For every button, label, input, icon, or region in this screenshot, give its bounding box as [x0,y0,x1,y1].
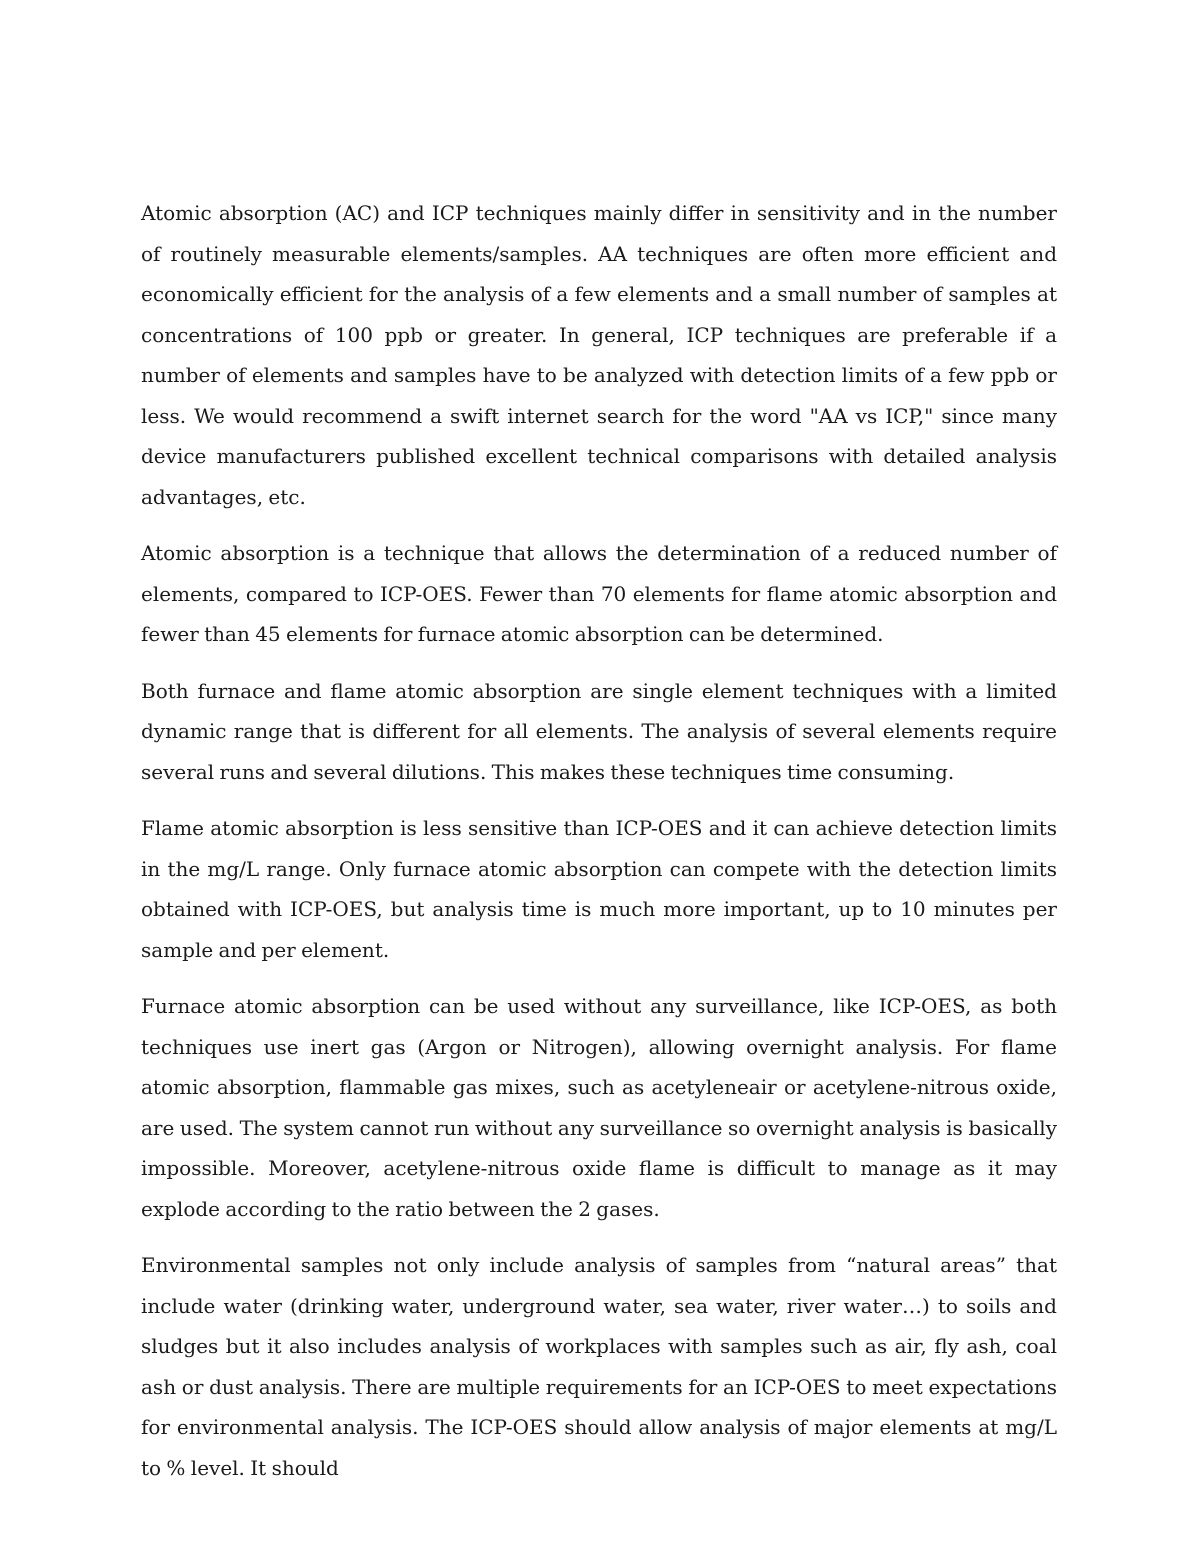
paragraph-single-element-techniques: Both furnace and flame atomic absorption are single element techniques with a limited dynamic range that is different for all elements. The analysis of several elements require several runs and several dilutions. This makes these techniques time consuming. [141,678,1057,784]
document-body [141,193,1057,1488]
paragraph-surveillance: Furnace atomic absorption can be used without any surveillance, like ICP-OES, as both techniques use inert gas (Argon or Nitrogen), allowing overnight analysis. For flame atomic absorption, flammable gas mixes, such as acetyleneair or acetylene-nitrous oxide, are used. The system cannot run without any surveillance so overnight analysis is basically impossible. Moreover, acetylene-nitrous oxide flame is difficult to manage as it may explode according to the ratio between the 2 gases. [141,994,1057,1221]
paragraph-aa-vs-icp-overview: Atomic absorption (AC) and ICP techniques mainly differ in sensitivity and in the number of routinely measurable elements/samples. AA techniques are often more efficient and economically efficient for the analysis of a few elements and a small number of samples at concentrations of 100 ppb or greater. In general, ICP techniques are preferable if a number of elements and samples have to be analyzed with detection limits of a few ppb or less. We would recommend a swift internet search for the word "AA vs ICP," since many device manufacturers published excellent technical comparisons with detailed analysis advantages, etc. [141,201,1057,509]
paragraph-environmental-samples: Environmental samples not only include analysis of samples from “natural areas” that include water (drinking water, underground water, sea water, river water…) to soils and sludges but it also includes analysis of workplaces with samples such as air, fly ash, coal ash or dust analysis. There are multiple requirements for an ICP-OES to meet expectations for environmental analysis. The ICP-OES should allow analysis of major elements at mg/L to % level. It should [141,1253,1057,1480]
paragraph-element-count: Atomic absorption is a technique that allows the determination of a reduced number of elements, compared to ICP-OES. Fewer than 70 elements for flame atomic absorption and fewer than 45 elements for furnace atomic absorption can be determined. [141,541,1057,646]
paragraph-sensitivity: Flame atomic absorption is less sensitive than ICP-OES and it can achieve detection limits in the mg/L range. Only furnace atomic absorption can compete with the detection limits obtained with ICP-OES, but analysis time is much more important, up to 10 minutes per sample and per element. [141,816,1057,962]
